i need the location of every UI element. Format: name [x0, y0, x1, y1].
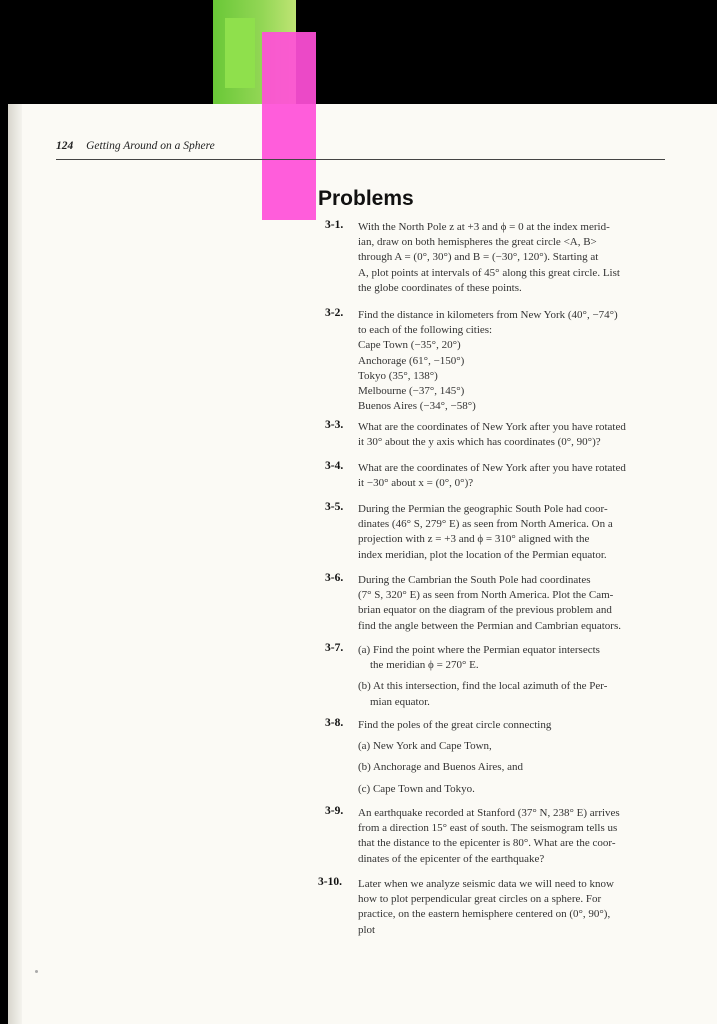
text-line: Find the poles of the great circle connecting	[358, 719, 552, 731]
problem-text	[358, 573, 666, 634]
text-line: dinates of the epicenter of the earthquake?	[358, 852, 545, 865]
running-header	[56, 140, 215, 152]
text-line: mian equator.	[370, 695, 430, 708]
problem-number: 3-2.	[325, 307, 344, 319]
text-line: (c) Cape Town and Tokyo.	[358, 782, 475, 795]
text-line: brian equator on the diagram of the previous problem and	[358, 604, 612, 617]
text-line: Cape Town (−35°, 20°)	[358, 339, 461, 352]
problem-number: 3-5.	[325, 501, 344, 513]
problem-text	[358, 643, 666, 710]
text-line: find the angle between the Permian and Cambrian equators.	[358, 619, 621, 632]
section-title: Problems	[318, 187, 414, 210]
text-line: from a direction 15° east of south. The seismogram tells us	[358, 822, 618, 835]
text-line: to each of the following cities:	[358, 324, 493, 337]
text-line: During the Permian the geographic South Pole had coor-	[358, 503, 608, 515]
text-line: (b) At this intersection, find the local azimuth of the Per-	[358, 680, 608, 693]
problem-text	[358, 420, 666, 450]
text-line: plot	[358, 923, 376, 936]
text-line: practice, on the eastern hemisphere centered on (0°, 90°),	[358, 908, 611, 921]
problem-number: 3-8.	[325, 717, 344, 729]
text-line: it −30° about x = (0°, 0°)?	[358, 477, 474, 490]
text-line: the globe coordinates of these points.	[358, 281, 522, 294]
text-line: that the distance to the epicenter is 80°. What are the coor-	[358, 837, 616, 850]
text-line: projection with z = +3 and ϕ = 310° aligned with the	[358, 533, 590, 546]
text-line: Buenos Aires (−34°, −58°)	[358, 400, 476, 413]
text-line: how to plot perpendicular great circles on a sphere. For	[358, 893, 602, 906]
problem-number: 3-7.	[325, 642, 344, 654]
header-rule	[56, 159, 665, 160]
problem-text	[358, 461, 666, 491]
text-line: (b) Anchorage and Buenos Aires, and	[358, 761, 523, 774]
page-number: 124	[56, 140, 74, 152]
text-line: What are the coordinates of New York after you have rotated	[358, 462, 626, 474]
chapter-title: Getting Around on a Sphere	[86, 140, 215, 152]
text-line: index meridian, plot the location of the Permian equator.	[358, 548, 607, 561]
text-line: What are the coordinates of New York after you have rotated	[358, 421, 626, 433]
page-speck	[35, 970, 38, 973]
page-gutter	[8, 104, 22, 1024]
text-line: dinates (46° S, 279° E) as seen from North America. On a	[358, 518, 613, 531]
problem-number: 3-6.	[325, 572, 344, 584]
problem-text	[358, 877, 666, 938]
pink-tape	[262, 32, 316, 220]
text-line: (a) New York and Cape Town,	[358, 740, 492, 753]
text-line: it 30° about the y axis which has coordinates (0°, 90°)?	[358, 436, 601, 449]
problem-number: 3-4.	[325, 460, 344, 472]
problem-number: 3-3.	[325, 419, 344, 431]
text-line: ian, draw on both hemispheres the great circle <A, B>	[358, 236, 597, 249]
text-line: through A = (0°, 30°) and B = (−30°, 120°). Starting at	[358, 251, 599, 264]
problem-number: 3-9.	[325, 805, 344, 817]
text-line: (a) Find the point where the Permian equator intersects	[358, 644, 600, 656]
text-line: Later when we analyze seismic data we will need to know	[358, 878, 614, 890]
problem-text	[358, 502, 666, 563]
text-line: With the North Pole z at +3 and ϕ = 0 at the index merid-	[358, 221, 610, 233]
problem-text	[358, 308, 666, 414]
problem-text	[358, 806, 666, 867]
text-line: During the Cambrian the South Pole had coordinates	[358, 574, 591, 586]
text-line: An earthquake recorded at Stanford (37° N, 238° E) arrives	[358, 807, 620, 819]
text-line: the meridian ϕ = 270° E.	[370, 659, 479, 672]
text-line: Melbourne (−37°, 145°)	[358, 385, 465, 398]
problem-number: 3-1.	[325, 219, 344, 231]
text-line: A, plot points at intervals of 45° along this great circle. List	[358, 266, 620, 279]
text-line: Find the distance in kilometers from New York (40°, −74°)	[358, 309, 618, 321]
text-line: Anchorage (61°, −150°)	[358, 354, 465, 367]
text-line: (7° S, 320° E) as seen from North America. Plot the Cam-	[358, 589, 614, 602]
green-tape-highlight	[225, 18, 255, 88]
problem-text	[358, 220, 666, 296]
problem-text	[358, 718, 666, 797]
text-line: Tokyo (35°, 138°)	[358, 369, 438, 382]
problem-number: 3-10.	[318, 876, 342, 888]
